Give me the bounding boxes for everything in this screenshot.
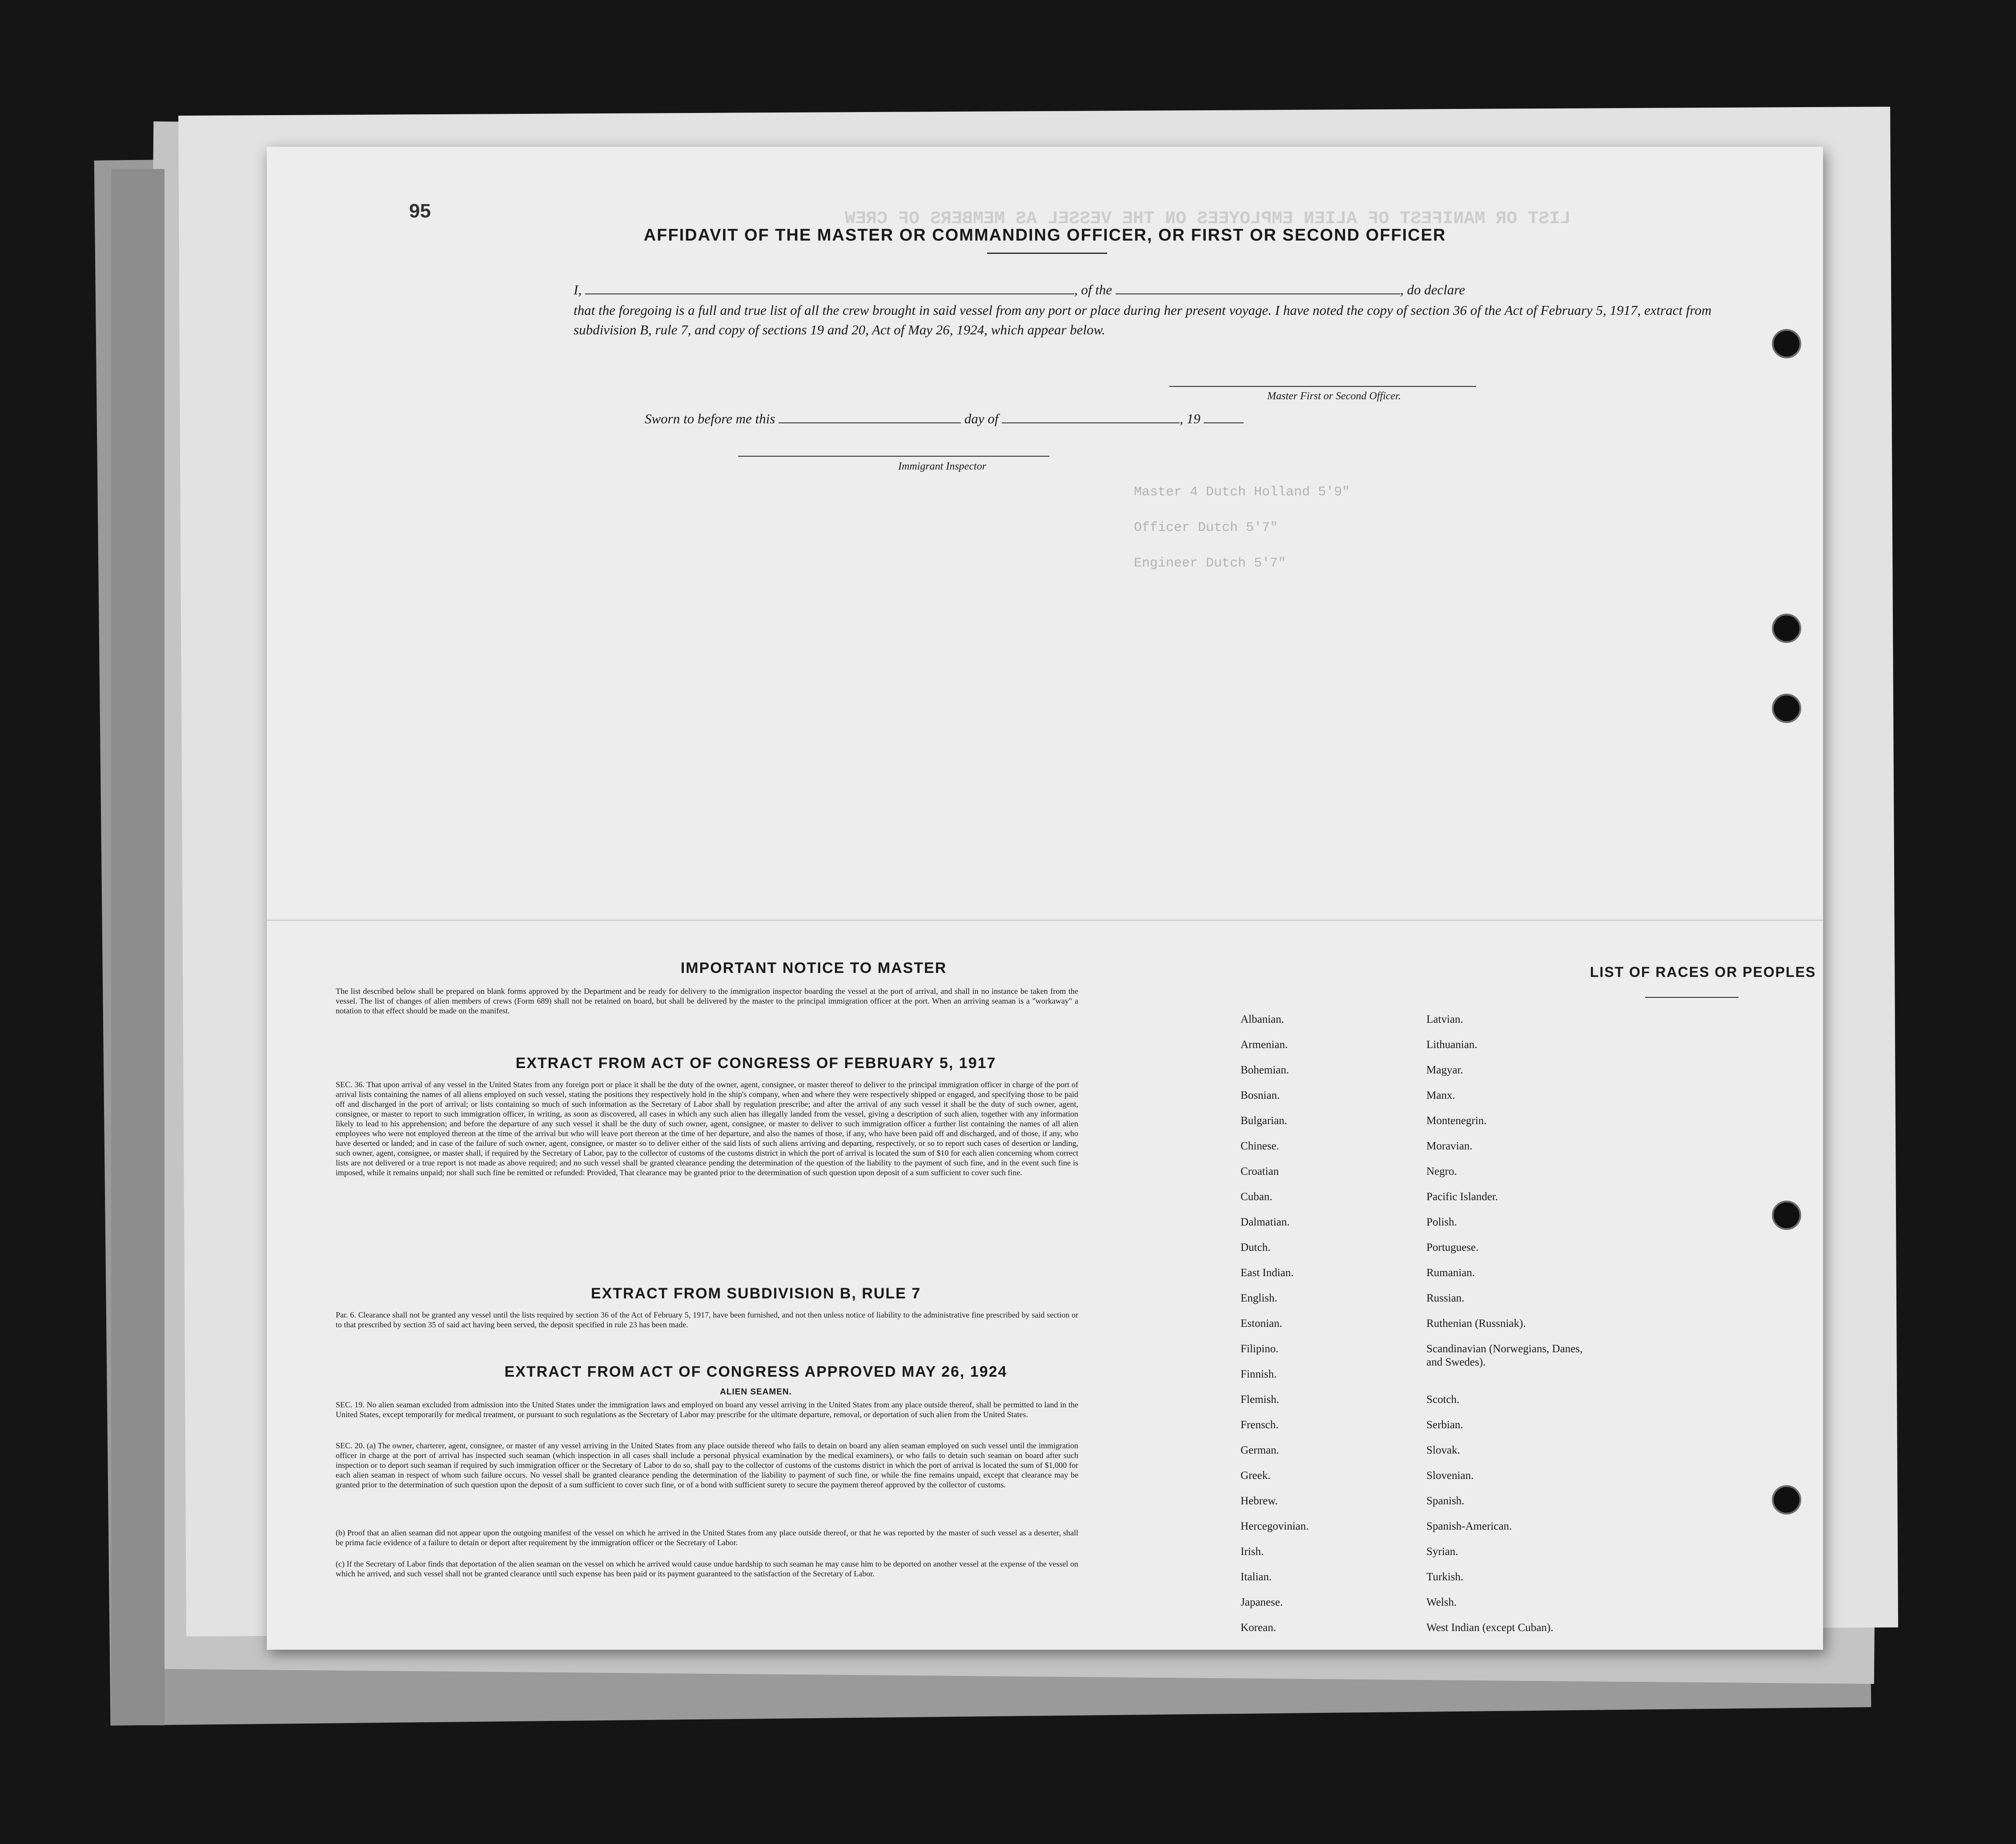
race-item: Slovak. xyxy=(1426,1444,1460,1456)
title-rule xyxy=(987,253,1107,254)
race-item: Latvian. xyxy=(1426,1013,1463,1025)
day-blank xyxy=(779,410,961,423)
binder-hole xyxy=(1772,1201,1801,1230)
race-item: Estonian. xyxy=(1241,1318,1282,1330)
race-item: Bosnian. xyxy=(1241,1089,1280,1101)
race-item: Cuban. xyxy=(1241,1191,1273,1203)
race-item: Bohemian. xyxy=(1241,1064,1289,1076)
sworn-year: , 19 xyxy=(1180,411,1201,426)
form-number: 95 xyxy=(409,200,431,222)
race-item: Finnish. xyxy=(1241,1368,1277,1380)
race-item: Pacific Islander. xyxy=(1426,1191,1498,1203)
bleed-through-row: Engineer Dutch 5'7" xyxy=(1134,556,1286,571)
race-item: Irish. xyxy=(1241,1546,1264,1558)
race-item: Polish. xyxy=(1426,1216,1457,1228)
sworn-mid: day of xyxy=(964,411,999,426)
extract-1924-subtitle: ALIEN SEAMEN. xyxy=(720,1387,792,1397)
binder-hole xyxy=(1772,1485,1801,1515)
races-column-1 xyxy=(1241,1013,1309,1647)
race-item: Greek. xyxy=(1241,1470,1271,1482)
race-item: Armenian. xyxy=(1241,1039,1288,1051)
bleed-through-header: LIST OR MANIFEST OF ALIEN EMPLOYEES ON THE VESSEL AS MEMBERS OF CREW xyxy=(845,209,1571,229)
race-item: Dutch. xyxy=(1241,1241,1271,1253)
bleed-through-row: Officer Dutch 5'7" xyxy=(1134,520,1278,535)
race-item: Rumanian. xyxy=(1426,1267,1475,1279)
race-item: Dalmatian. xyxy=(1241,1216,1290,1228)
race-item: Scandinavian (Norwegians, Danes, and Swedes). xyxy=(1426,1343,1583,1368)
signature-line xyxy=(1169,386,1476,387)
extract-1924-sec20a: SEC. 20. (a) The owner, charterer, agent, consignee, or master of any vessel arriving in the United States from any place outside thereof who fails to detain on board any alien seaman employed on such vessel until the immigration officer in charge at the port of arrival has inspected such seaman (which inspection in all cases shall include a personal physical examination by the medical examiners), or who fails to detain such seaman on board after such inspection or to deport such seaman if required by such immigration officer or the Secretary of Labor to do so, shall pay to the collector of customs of the customs district in which the port of arrival is located the sum of $1,000 for each alien seaman in respect of whom such failure occurs. No vessel shall be granted clearance pending the determination of the liability to payment of such fine, or while the fine remains unpaid, except that clearance may be granted prior to the determination of such question upon the deposit of a sum sufficient to cover such fine, or of a bond with sufficient surety to secure the payment thereof approved by the collector of customs. xyxy=(336,1441,1078,1489)
race-item: Albanian. xyxy=(1241,1013,1284,1025)
vessel-blank xyxy=(1116,281,1400,294)
name-blank xyxy=(585,281,1074,294)
race-item: Bulgarian. xyxy=(1241,1115,1287,1127)
extract-1917-title: EXTRACT FROM ACT OF CONGRESS OF FEBRUARY 5, 1917 xyxy=(515,1055,996,1072)
race-item: Negro. xyxy=(1426,1165,1457,1177)
race-item: Magyar. xyxy=(1426,1064,1463,1076)
affidavit-line1-mid: , of the xyxy=(1074,282,1112,297)
race-item: English. xyxy=(1241,1292,1277,1304)
extract-1924-sec20b: (b) Proof that an alien seaman did not appear upon the outgoing manifest of the vessel on which he arrived in the United States from any place outside thereof, or that he was reported by the master of such vessel as a deserter, shall be prima facie evidence of a failure to detain or deport after requirement by the immigration officer or the Secretary of Labor. xyxy=(336,1528,1078,1547)
affidavit-declaration-line xyxy=(574,280,1743,300)
folder-edge xyxy=(111,169,165,1725)
race-item: Russian. xyxy=(1426,1292,1465,1304)
inspector-label: Immigrant Inspector xyxy=(898,461,986,472)
race-item: Spanish-American. xyxy=(1426,1520,1512,1532)
race-item: Hebrew. xyxy=(1241,1495,1278,1507)
races-title-rule xyxy=(1645,997,1739,998)
races-title: LIST OF RACES OR PEOPLES xyxy=(1590,964,1816,980)
extract-1924-title: EXTRACT FROM ACT OF CONGRESS APPROVED MAY 26, 1924 xyxy=(504,1363,1008,1380)
races-column-2 xyxy=(1426,1013,1586,1647)
extract-1924-sec20c: (c) If the Secretary of Labor finds that deportation of the alien seaman on the vessel on which he arrived would cause undue hardship to such seaman he may cause him to be deported on another vessel at the expense of the vessel on which he arrived, and such vessel shall not be granted clearance until such expense has been paid or its payment guaranteed to the satisfaction of the Secretary of Labor. xyxy=(336,1559,1078,1578)
race-item: Manx. xyxy=(1426,1089,1455,1101)
race-item: Filipino. xyxy=(1241,1343,1279,1355)
year-blank xyxy=(1204,410,1244,423)
race-item: West Indian (except Cuban). xyxy=(1426,1622,1554,1634)
notice-text: The list described below shall be prepared on blank forms approved by the Department and be ready for delivery to the immigration inspector boarding the vessel at the port of arrival, and shall in no instance be taken from the vessel. The list of changes of alien members of crews (Form 689) shall not be retained on board, but shall be delivered by the master to the principal immigration officer at the port. When an arriving seaman is a "workaway" a notation to that effect should be made on the manifest. xyxy=(336,987,1078,1015)
race-item: Spanish. xyxy=(1426,1495,1465,1507)
sworn-line xyxy=(645,409,1712,429)
race-item: Flemish. xyxy=(1241,1394,1279,1406)
race-item: Italian. xyxy=(1241,1571,1272,1583)
race-item: Serbian. xyxy=(1426,1419,1463,1431)
affidavit-line1-start: I, xyxy=(574,282,582,297)
race-item: Chinese. xyxy=(1241,1140,1279,1152)
race-item: Croatian xyxy=(1241,1165,1279,1177)
race-item: Syrian. xyxy=(1426,1546,1458,1558)
binder-hole xyxy=(1772,614,1801,643)
affidavit-statement: that the foregoing is a full and true list of all the crew brought in said vessel from any port or place during her present voyage. I have noted the copy of section 36 of the Act of February 5, 1917, extract from subdivision B, rule 7, and copy of sections 19 and 20, Act of May 26, 1924, which appear below. xyxy=(574,302,1712,337)
inspector-line xyxy=(738,456,1049,457)
affidavit-page xyxy=(267,147,1823,1650)
extract-1924-sec19: SEC. 19. No alien seaman excluded from admission into the United States under the immigration laws and employed on board any vessel arriving in the United States from any place outside thereof, shall be permitted to land in the United States, except temporarily for medical treatment, or pursuant to such regulations as the Secretary of Labor may prescribe for the ultimate departure, removal, or deportation of such alien from the United States. xyxy=(336,1400,1078,1419)
race-item: Turkish. xyxy=(1426,1571,1464,1583)
extract-rule7-text: Par. 6. Clearance shall not be granted any vessel until the lists required by section 36 of the Act of February 5, 1917, have been furnished, and not then unless notice of liability to the administrative fine prescribed by said section or to that prescribed by section 35 of said act having been served, the deposit specified in rule 23 has been made. xyxy=(336,1310,1078,1329)
race-item: Moravian. xyxy=(1426,1140,1473,1152)
race-item: Montenegrin. xyxy=(1426,1115,1487,1127)
affidavit-title: AFFIDAVIT OF THE MASTER OR COMMANDING OFFICER, OR FIRST OR SECOND OFFICER xyxy=(643,226,1446,245)
race-item: Lithuanian. xyxy=(1426,1039,1478,1051)
race-item: Ruthenian (Russniak). xyxy=(1426,1318,1526,1330)
page-fold xyxy=(267,920,1823,921)
race-item: Frensch. xyxy=(1241,1419,1279,1431)
extract-1917-text: SEC. 36. That upon arrival of any vessel in the United States from any foreign port or place it shall be the duty of the owner, agent, consignee, or master thereof to deliver to the principal immigration officer in charge of the port of arrival lists containing the names of all aliens employed on such vessel, stating the positions they respectively hold in the ship's company, when and where they were respectively shipped or engaged, and specifying those to be paid off and discharged in the port of arrival; or lists containing so much of such information as the Secretary of Labor shall by regulation prescribe; and after the arrival of any such vessel it shall be the duty of such owner, agent, consignee, or master to report to such immigration officer, in writing, as soon as discovered, all cases in which any such alien has illegally landed from the vessel, giving a description of such alien, together with any information likely to lead to his apprehension; and before the departure of any such vessel it shall be the duty of such owner, agent, consignee, or master to deliver to such immigration officer a further list containing the names of all alien employees who were not employed thereon at the time of the arrival but who will leave port thereon at the time of her departure, and also the names of those, if any, who have been paid off and discharged, and of those, if any, who have deserted or landed; and in case of the failure of such owner, agent, consignee, or master so to deliver either of the said lists of such aliens arriving and departing, respectively, or so to report such cases of desertion or landing, such owner, agent, consignee, or master shall, if required by the Secretary of Labor, pay to the collector of customs of the customs district in which the port of arrival is located the sum of $10 for each alien concerning whom correct lists are not delivered or a true report is not made as above required; and no such vessel shall be granted clearance pending the determination of the question of the liability to the payment of such fine, and in the event such fine is imposed, while it remains unpaid; nor shall such fine be remitted or refunded: Provided, That clearance may be granted prior to the determination of such question upon deposit of a sum sufficient to cover such fine. xyxy=(336,1080,1078,1177)
race-item: East Indian. xyxy=(1241,1267,1294,1279)
race-item: German. xyxy=(1241,1444,1279,1456)
binder-hole xyxy=(1772,329,1801,358)
notice-title: IMPORTANT NOTICE TO MASTER xyxy=(680,960,947,976)
race-item: Hercegovinian. xyxy=(1241,1520,1309,1532)
affidavit-line1-end: , do declare xyxy=(1400,282,1465,297)
month-blank xyxy=(1002,410,1180,423)
binder-hole xyxy=(1772,694,1801,723)
extract-rule7-title: EXTRACT FROM SUBDIVISION B, RULE 7 xyxy=(590,1285,921,1302)
race-item: Japanese. xyxy=(1241,1596,1283,1608)
race-item: Welsh. xyxy=(1426,1596,1457,1608)
race-item: Scotch. xyxy=(1426,1394,1460,1406)
race-item: Korean. xyxy=(1241,1622,1276,1634)
bleed-through-row: Master 4 Dutch Holland 5'9" xyxy=(1134,485,1350,500)
signature-label: Master First or Second Officer. xyxy=(1267,390,1401,402)
race-item: Slovenian. xyxy=(1426,1470,1474,1482)
race-item: Portuguese. xyxy=(1426,1241,1479,1253)
sworn-start: Sworn to before me this xyxy=(645,411,775,426)
